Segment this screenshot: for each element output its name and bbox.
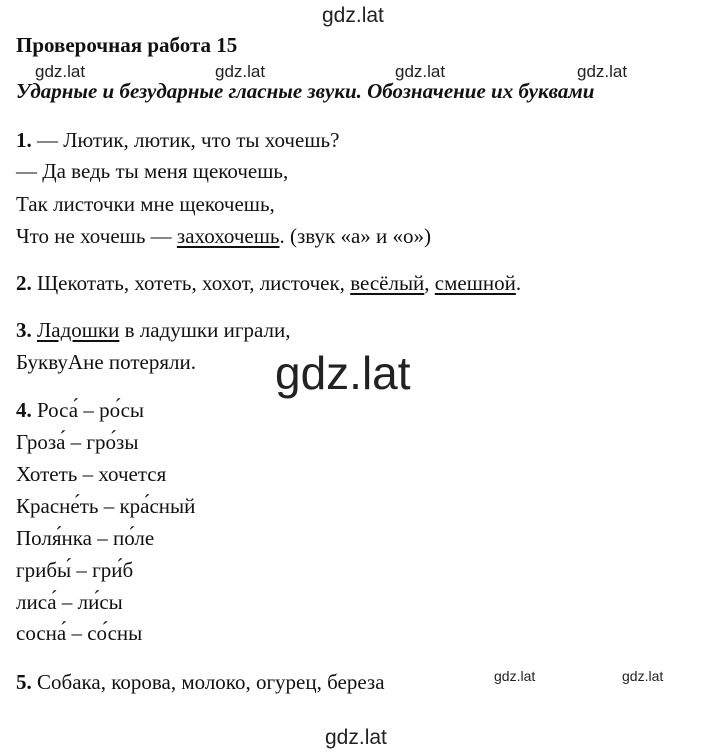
task4-pair-6: грибы́ – гри́б — [16, 558, 134, 582]
watermark-row-1: gdz.lat — [35, 62, 86, 81]
page-title: Проверочная работа 15 — [16, 33, 238, 57]
task1-underlined-word: захохочешь — [176, 224, 280, 248]
task3-line-2: БуквуАне потеряли. — [16, 350, 196, 374]
task4-pair-8: сосна́ – со́сны — [16, 621, 143, 645]
task2-underlined-1: весёлый — [350, 271, 425, 295]
task4-pair-2: Гроза́ – гро́зы — [16, 430, 139, 454]
watermark-right-2: gdz.lat — [622, 668, 664, 684]
page-subtitle: Ударные и безударные гласные звуки. Обозначение их буквами — [16, 79, 595, 103]
watermark-top: gdz.lat — [322, 4, 384, 27]
task2-text: Щекотать, хотеть, хохот, листочек, — [37, 271, 351, 295]
watermark-row-3: gdz.lat — [395, 62, 446, 81]
task3-line-1 — [16, 318, 290, 343]
task1-line1-text: — Лютик, лютик, что ты хочешь? — [37, 128, 340, 152]
task1-line-4 — [16, 224, 431, 249]
task2-line — [16, 271, 521, 296]
task4-pair-4: Красне́ть – кра́сный — [16, 494, 196, 518]
task3-line1-after: в ладушки играли, — [119, 318, 291, 342]
task1-number: 1. — [16, 128, 32, 152]
watermark-right-1: gdz.lat — [494, 668, 536, 684]
task4-pair-1: Роса́ – ро́сы — [37, 398, 145, 422]
task3-underlined: Ладошки — [37, 318, 120, 342]
task5-number: 5. — [16, 670, 32, 694]
task5-text: Собака, корова, молоко, огурец, береза — [37, 670, 385, 694]
task1-line-3: Так листочки мне щекочешь, — [16, 192, 275, 216]
watermark-row-4: gdz.lat — [577, 62, 628, 81]
task1-line4-after: . (звук «а» и «о») — [279, 224, 431, 248]
task2-number: 2. — [16, 271, 32, 295]
task2-end: . — [515, 271, 522, 295]
task5-line — [16, 670, 385, 695]
task2-comma: , — [424, 271, 435, 295]
task4-pair-3: Хотеть – хочется — [16, 462, 167, 486]
task3-number: 3. — [16, 318, 32, 342]
task2-underlined-2: смешной — [434, 271, 516, 295]
task4-pair-5: Поля́нка – по́ле — [16, 526, 155, 550]
watermark-bottom: gdz.lat — [325, 726, 387, 749]
task4-number: 4. — [16, 398, 32, 422]
watermark-center: gdz.lat — [275, 347, 411, 399]
task4-pair-7: лиса́ – ли́сы — [16, 590, 123, 614]
task1-line4-before: Что не хочешь — — [16, 224, 177, 248]
task1-line-2: — Да ведь ты меня щекочешь, — [16, 159, 289, 183]
task4-line-1 — [16, 398, 144, 423]
task1-line-1 — [16, 128, 339, 153]
watermark-row-2: gdz.lat — [215, 62, 266, 81]
